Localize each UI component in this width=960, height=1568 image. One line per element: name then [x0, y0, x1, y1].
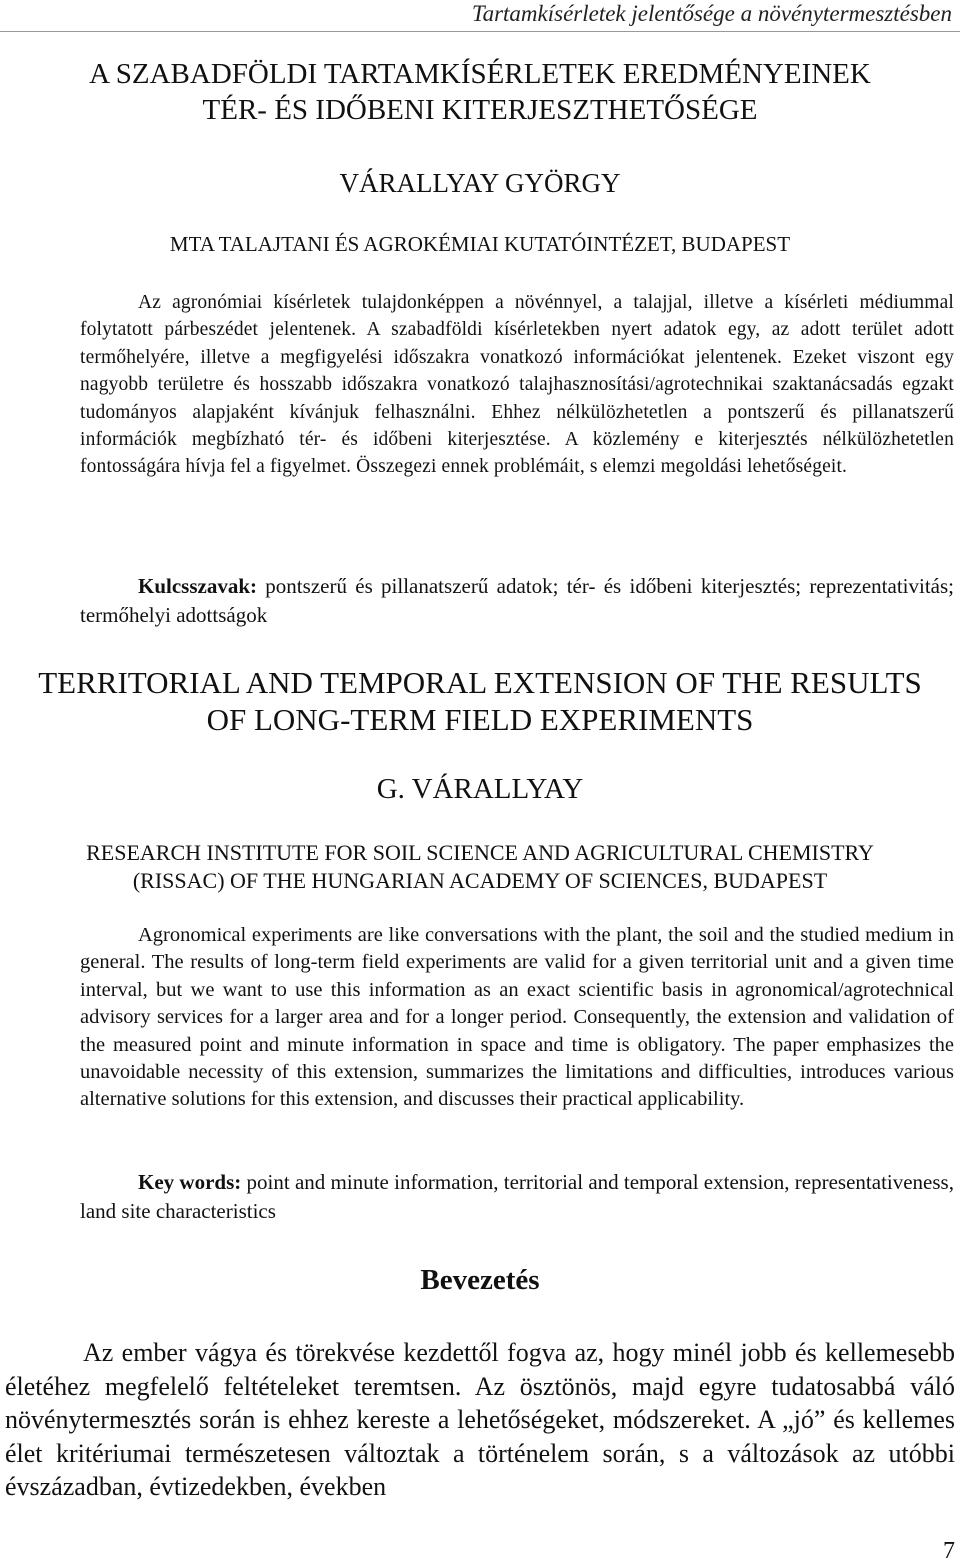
body-paragraph: Az ember vágya és törekvése kezdettől fogva az, hogy minél jobb és kellemesebb életéhez megfelelő feltételeket teremtsen. Az ösztönös, majd egyre tudatosabbá váló növénytermesztés során is ehhez kereste a lehetőségeket, módszereket. A „jó” és kellemes élet kritériumai természetesen változtak a történelem során, s a változások az utóbbi évszázadban, évtizedekben, években	[5, 1338, 955, 1501]
english-keywords-text: point and minute information, territorial and temporal extension, representativeness, land site characteristics	[80, 1170, 954, 1223]
running-header: Tartamkísérletek jelentősége a növénytermesztésben	[471, 1, 952, 26]
english-abstract: Agronomical experiments are like conversations with the plant, the soil and the studied medium in general. The results of long-term field experiments are valid for a given territorial unit and a given time interval, but we want to use this information as an exact scientific basis in agronomical/agrotechnical advisory services for a larger area and for a longer period. Consequently, the extension and validation of the measured point and minute information in space and time is obligatory. The paper emphasizes the unavoidable necessity of this extension, summarizes the limitations and difficulties, introduces various alternative solutions for this extension, and discusses their practical applicability.	[80, 924, 954, 1111]
english-title-line-2: OF LONG-TERM FIELD EXPERIMENTS	[206, 702, 754, 737]
english-keywords-label: Key words:	[138, 1170, 242, 1194]
hungarian-institution: MTA TALAJTANI ÉS AGROKÉMIAI KUTATÓINTÉZET, BUDAPEST	[169, 232, 791, 256]
hungarian-abstract: Az agronómiai kísérletek tulajdonképpen a növénnyel, a talajjal, illetve a kísérleti médiummal folytatott párbeszédet jelentenek. A szabadföldi kísérletekben nyert adatok egy, az adott terület adott termőhelyére, illetve a megfigyelési időszakra vonatkozó információkat jelentenek. Ezeket viszont egy nagyobb területre és hosszabb időszakra vonatkozó talajhasznosítási/agrotechnikai szaktanácsadás egzakt tudományos alapjaként kívánjuk felhasználni. Ehhez nélkülözhetetlen a pontszerű és pillanatszerű információk megbízható tér- és időbeni kiterjesztése. A közlemény e kiterjesztés nélkülözhetetlen fontosságára hívja fel a figyelmet. Összegezi ennek problémáit, s elemzi megoldási lehetőségeit.	[80, 292, 954, 478]
hungarian-keywords	[80, 572, 954, 630]
english-institution-line-1: RESEARCH INSTITUTE FOR SOIL SCIENCE AND AGRICULTURAL CHEMISTRY	[86, 840, 874, 865]
english-author: G. VÁRALLYAY	[376, 773, 584, 805]
english-title	[0, 664, 960, 738]
hungarian-title-line-1: A SZABADFÖLDI TARTAMKÍSÉRLETEK EREDMÉNYEINEK	[89, 58, 871, 90]
english-institution	[0, 839, 960, 895]
english-title-line-1: TERRITORIAL AND TEMPORAL EXTENSION OF THE RESULTS	[38, 665, 922, 700]
header-rule	[0, 31, 960, 32]
hungarian-keywords-text: pontszerű és pillanatszerű adatok; tér- és időbeni kiterjesztés; reprezentativitás; termőhelyi adottságok	[80, 574, 954, 627]
hungarian-keywords-label: Kulcsszavak:	[138, 574, 258, 598]
english-institution-line-2: (RISSAC) OF THE HUNGARIAN ACADEMY OF SCIENCES, BUDAPEST	[132, 868, 828, 893]
english-keywords	[80, 1168, 954, 1226]
hungarian-title	[0, 56, 960, 128]
hungarian-title-line-2: TÉR- ÉS IDŐBENI KITERJESZTHETŐSÉGE	[202, 94, 758, 126]
hungarian-author: VÁRALLYAY GYÖRGY	[339, 168, 621, 198]
page-number: 7	[943, 1538, 955, 1564]
section-heading: Bevezetés	[420, 1264, 540, 1296]
